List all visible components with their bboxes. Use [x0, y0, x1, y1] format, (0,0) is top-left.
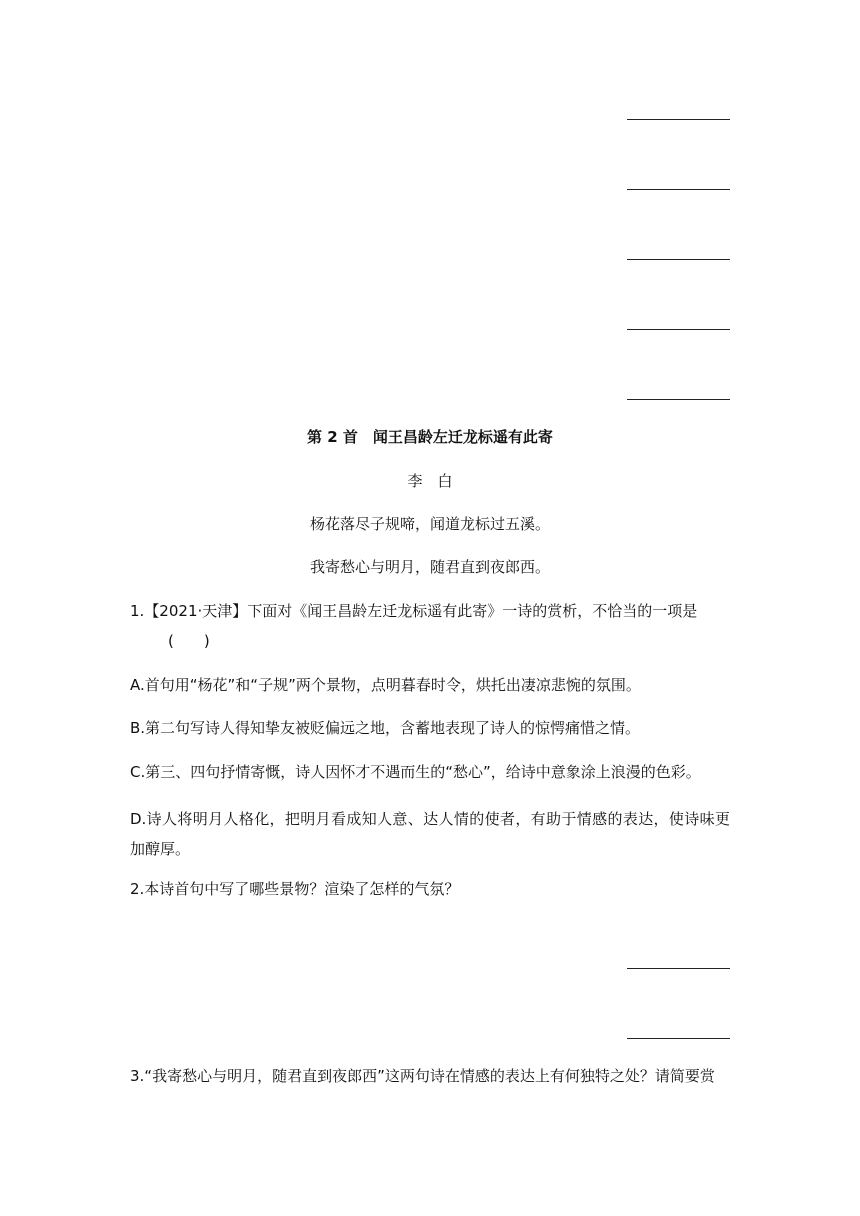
- poem-line-1: 杨花落尽子规啼，闻道龙标过五溪。: [309, 515, 550, 533]
- answer-line: [627, 399, 730, 400]
- option-c: C.第三、四句抒情寄慨，诗人因怀才不遇而生的“愁心”，给诗中意象涂上浪漫的色彩。: [130, 763, 701, 781]
- question-1-stem: 1.【2021·天津】下面对《闻王昌龄左迁龙标遥有此寄》一诗的赏析，不恰当的一项是: [130, 602, 698, 620]
- answer-line: [627, 329, 730, 330]
- question-3-stem: 3.“我寄愁心与明月，随君直到夜郎西”这两句诗在情感的表达上有何独特之处？请简要赏: [130, 1067, 715, 1085]
- option-b: B.第二句写诗人得知挚友被贬偏远之地，含蓄地表现了诗人的惊愕痛惜之情。: [130, 719, 641, 737]
- poem-author: 李 白: [407, 472, 453, 490]
- option-a: A.首句用“杨花”和“子规”两个景物，点明暮春时令，烘托出凄凉悲惋的氛围。: [130, 676, 641, 694]
- answer-line: [627, 189, 730, 190]
- answer-line: [627, 1038, 730, 1039]
- poem-title: 第 2 首 闻王昌龄左迁龙标遥有此寄: [307, 428, 553, 446]
- question-2-stem: 2.本诗首句中写了哪些景物？渲染了怎样的气氛？: [130, 880, 460, 898]
- answer-line: [627, 968, 730, 969]
- answer-line: [627, 119, 730, 120]
- option-d: D.诗人将明月人格化，把明月看成知人意、达人情的使者，有助于情感的表达，使诗味更加醇厚。: [130, 810, 730, 858]
- poem-line-2: 我寄愁心与明月，随君直到夜郎西。: [309, 558, 550, 576]
- answer-line: [627, 259, 730, 260]
- answer-bracket: ( ): [168, 632, 210, 650]
